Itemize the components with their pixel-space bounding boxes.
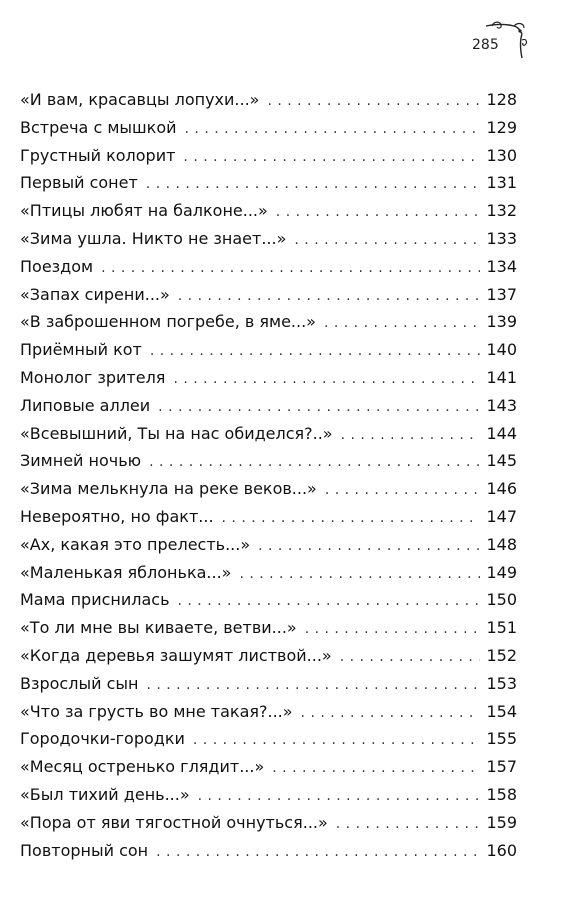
toc-entry-title: Взрослый сын: [20, 673, 139, 693]
toc-dot-leader: [272, 755, 480, 783]
toc-dot-leader: [341, 422, 481, 450]
toc-entry-page: 148: [486, 534, 517, 554]
toc-dot-leader: [305, 616, 481, 644]
toc-dot-leader: [239, 561, 480, 589]
toc-entry-title: «Когда деревья зашумят листвой...»: [20, 645, 332, 665]
toc-entry-page: 160: [486, 840, 517, 860]
toc-entry-page: 151: [486, 618, 517, 638]
toc-entry-title: «Зима мелькнула на реке веков...»: [20, 479, 317, 499]
toc-entry-page: 145: [486, 451, 517, 471]
toc-dot-leader: [325, 477, 481, 505]
toc-entry-title: «Маленькая яблонька...»: [20, 562, 232, 582]
toc-entry-page: 143: [486, 395, 517, 415]
toc-entry-page: 153: [486, 673, 517, 693]
toc-dot-leader: [294, 227, 480, 255]
toc-dot-leader: [183, 144, 480, 172]
toc-entry-page: 128: [486, 90, 517, 109]
toc-entry-page: 158: [486, 784, 517, 804]
toc-entry: [20, 614, 517, 642]
toc-entry-title: «То ли мне вы киваете, ветви...»: [20, 618, 297, 638]
toc-entry-page: 133: [486, 228, 517, 248]
toc-entry-page: 140: [486, 340, 517, 360]
toc-entry-title: Встреча с мышкой: [20, 117, 177, 137]
toc-entry: [20, 420, 517, 448]
toc-entry-page: 130: [486, 145, 517, 165]
toc-entry: [20, 809, 517, 837]
toc-entry-page: 139: [486, 312, 517, 332]
toc-dot-leader: [101, 255, 480, 283]
toc-dot-leader: [340, 644, 481, 672]
table-of-contents: [20, 86, 517, 864]
toc-entry: [20, 753, 517, 781]
toc-entry: [20, 281, 517, 309]
toc-entry: [20, 837, 517, 865]
toc-entry-page: 131: [486, 173, 517, 193]
toc-entry-page: 159: [486, 812, 517, 832]
toc-entry-page: 147: [486, 506, 517, 526]
toc-dot-leader: [193, 727, 481, 755]
toc-entry-title: «В заброшенном погребе, в яме...»: [20, 312, 316, 332]
toc-entry: [20, 781, 517, 809]
toc-entry-title: Повторный сон: [20, 840, 149, 860]
toc-entry-title: Монолог зрителя: [20, 367, 166, 387]
toc-entry-page: 146: [486, 479, 517, 499]
toc-dot-leader: [173, 366, 480, 394]
toc-dot-leader: [276, 199, 481, 227]
toc-entry: [20, 698, 517, 726]
toc-dot-leader: [150, 338, 481, 366]
toc-dot-leader: [146, 672, 480, 700]
toc-entry-title: «Пора от яви тягостной очнуться...»: [20, 812, 328, 832]
page-number: 285: [472, 37, 499, 53]
toc-entry-page: 129: [486, 117, 517, 137]
toc-entry-title: «Ах, какая это прелесть...»: [20, 534, 251, 554]
toc-entry-page: 152: [486, 645, 517, 665]
toc-dot-leader: [222, 505, 481, 533]
toc-dot-leader: [301, 700, 481, 728]
toc-entry-title: «И вам, красавцы лопухи...»: [20, 90, 260, 109]
toc-entry-title: Городочки-городки: [20, 729, 185, 749]
toc-entry: [20, 114, 517, 142]
toc-dot-leader: [149, 449, 480, 477]
toc-entry: [20, 392, 517, 420]
toc-entry-title: «Всевышний, Ты на нас обиделся?..»: [20, 423, 333, 443]
toc-entry-page: 150: [486, 590, 517, 610]
toc-entry-title: «Месяц остренько глядит...»: [20, 757, 265, 777]
toc-entry: [20, 475, 517, 503]
toc-entry: [20, 531, 517, 559]
toc-entry: [20, 670, 517, 698]
toc-entry: [20, 336, 517, 364]
toc-entry: [20, 447, 517, 475]
toc-entry: [20, 142, 517, 170]
toc-entry-page: 144: [486, 423, 517, 443]
toc-entry: [20, 86, 517, 114]
toc-entry: [20, 169, 517, 197]
toc-entry: [20, 253, 517, 281]
toc-entry-page: 141: [486, 367, 517, 387]
toc-entry-title: «Что за грусть во мне такая?...»: [20, 701, 293, 721]
toc-entry: [20, 364, 517, 392]
toc-dot-leader: [146, 171, 481, 199]
toc-entry-title: Невероятно, но факт...: [20, 506, 214, 526]
toc-entry-title: «Птицы любят на балконе...»: [20, 201, 268, 221]
toc-dot-leader: [178, 588, 481, 616]
toc-entry-title: «Зима ушла. Никто не знает...»: [20, 228, 287, 248]
toc-entry: [20, 559, 517, 587]
toc-dot-leader: [156, 839, 480, 867]
toc-dot-leader: [258, 533, 480, 561]
toc-entry-page: 157: [486, 757, 517, 777]
toc-entry-page: 155: [486, 729, 517, 749]
toc-entry-title: Первый сонет: [20, 173, 138, 193]
toc-entry-title: «Был тихий день...»: [20, 784, 190, 804]
toc-entry-title: Приёмный кот: [20, 340, 142, 360]
toc-entry: [20, 642, 517, 670]
toc-entry-title: «Запах сирени...»: [20, 284, 170, 304]
toc-entry-title: Мама приснилась: [20, 590, 170, 610]
toc-dot-leader: [178, 283, 481, 311]
toc-entry: [20, 503, 517, 531]
toc-entry-page: 137: [486, 284, 517, 304]
toc-entry-page: 149: [486, 562, 517, 582]
toc-dot-leader: [185, 116, 481, 144]
toc-dot-leader: [267, 88, 480, 116]
toc-entry: [20, 586, 517, 614]
toc-entry-title: Липовые аллеи: [20, 395, 151, 415]
toc-dot-leader: [336, 811, 481, 839]
toc-dot-leader: [198, 783, 481, 811]
toc-entry: [20, 725, 517, 753]
toc-entry-title: Зимней ночью: [20, 451, 142, 471]
toc-entry-title: Грустный колорит: [20, 145, 176, 165]
toc-entry-page: 154: [486, 701, 517, 721]
toc-entry: [20, 308, 517, 336]
toc-entry-page: 132: [486, 201, 517, 221]
toc-dot-leader: [324, 310, 480, 338]
toc-entry: [20, 197, 517, 225]
toc-entry-page: 134: [486, 256, 517, 276]
toc-entry-title: Поездом: [20, 256, 94, 276]
toc-dot-leader: [158, 394, 480, 422]
toc-entry: [20, 225, 517, 253]
